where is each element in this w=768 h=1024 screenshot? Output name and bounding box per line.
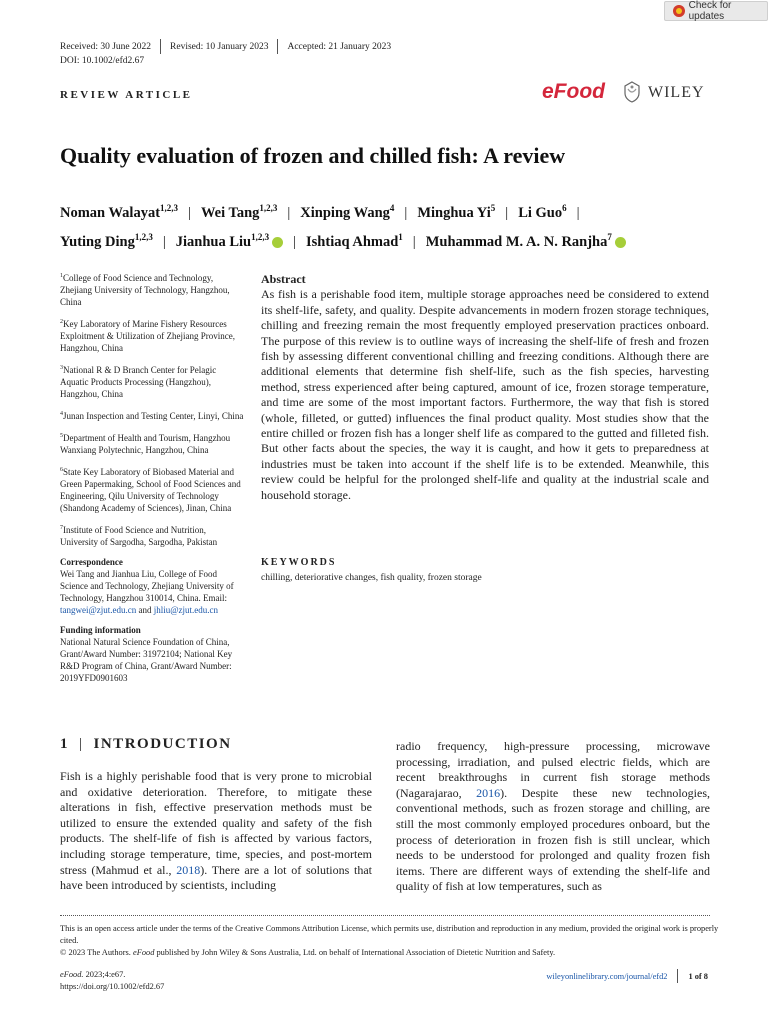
author-affiliation-sup: 7 xyxy=(607,231,612,242)
keywords-text: chilling, deteriorative changes, fish quality, frozen storage xyxy=(261,573,482,583)
author-name-text: Noman Walayat xyxy=(60,204,161,221)
citation-line xyxy=(60,969,164,981)
divider xyxy=(277,39,278,54)
author-name xyxy=(60,231,153,250)
crest-icon xyxy=(622,81,642,103)
intro-text: ). Despite these new technologies, conventional methods, such as frozen storage and chilling, are still the most commonly employed procedures onboard, but the process of deterioration in frozen fish is still unclear, which needs to be understood for prolonged and quality frozen fish items. There are different ways of extending the shelf-life and quality of fish at low temperatures, such as xyxy=(396,785,710,894)
author-affiliation-sup: 1,2,3 xyxy=(259,203,278,213)
author-name-text: Yuting Ding xyxy=(60,233,135,250)
author-name xyxy=(306,231,403,250)
affiliation-sup: 5 xyxy=(60,433,63,439)
author-name xyxy=(175,231,283,250)
revised-date: Revised: 10 January 2023 xyxy=(170,41,269,52)
intro-column-2 xyxy=(396,739,710,895)
check-for-updates-label: Check for updates xyxy=(688,0,732,22)
affiliation-sup: 4 xyxy=(60,411,63,417)
author-name xyxy=(201,205,277,221)
article-dates xyxy=(60,39,391,54)
author-name xyxy=(518,205,566,221)
author-affiliation-sup: 5 xyxy=(490,203,496,213)
author-name xyxy=(60,205,178,221)
page-number: 1 of 8 xyxy=(688,971,708,981)
efood-logo: eFood xyxy=(542,80,605,103)
copyright-journal: eFood xyxy=(132,947,155,957)
affiliation-sup: 6 xyxy=(60,467,63,473)
intro-column-1 xyxy=(60,769,372,894)
author-name xyxy=(417,205,495,221)
section-title: INTRODUCTION xyxy=(93,736,232,752)
author-name xyxy=(425,231,626,250)
author-row xyxy=(60,225,720,254)
correspondence-heading: Correspondence xyxy=(60,557,123,567)
orcid-icon[interactable] xyxy=(615,237,626,248)
copyright-line xyxy=(60,947,720,959)
affiliation-list xyxy=(60,270,245,548)
affiliation-text: College of Food Science and Technology, Zhejiang University of Technology, Hangzhou, China xyxy=(60,273,230,307)
check-for-updates-button[interactable] xyxy=(664,1,768,21)
author-name-text: Minghua Yi xyxy=(417,204,491,221)
affiliation-item xyxy=(60,522,245,548)
author-affiliation-sup: 6 xyxy=(562,203,567,213)
section-number: 1 xyxy=(60,736,69,752)
author-name-text: Xinping Wang xyxy=(300,204,390,221)
affiliations-column xyxy=(60,270,245,692)
license-line: This is an open access article under the terms of the Creative Commons Attribution License, which permits use, distribution and reproduction in any medium, provided the original work is properly cited. xyxy=(60,924,719,945)
article-type: REVIEW ARTICLE xyxy=(60,89,193,101)
affiliation-item xyxy=(60,316,245,354)
affiliation-item xyxy=(60,408,245,422)
affiliation-item xyxy=(60,270,245,308)
affiliation-text: Institute of Food Science and Nutrition, University of Sargodha, Sargodha, Pakistan xyxy=(60,525,218,547)
author-divider: | xyxy=(576,204,580,221)
author-affiliation-sup: 1 xyxy=(398,231,403,242)
affiliation-text: Department of Health and Tourism, Hangzhou Wanxiang Polytechnic, Hangzhou, China xyxy=(60,433,231,455)
author-affiliation-sup: 1,2,3 xyxy=(134,231,153,242)
affiliation-item xyxy=(60,430,245,456)
heading-divider: | xyxy=(79,736,84,752)
divider xyxy=(160,39,161,54)
orcid-icon[interactable] xyxy=(272,237,283,248)
reference-link-nagarajarao[interactable]: 2016 xyxy=(476,785,501,800)
copyright-text: © 2023 The Authors. xyxy=(60,947,133,957)
abstract-heading: Abstract xyxy=(261,272,306,286)
author-affiliation-sup: 4 xyxy=(389,203,395,213)
author-name-text: Ishtiaq Ahmad xyxy=(306,233,399,250)
affiliation-text: National R & D Branch Center for Pelagic Aquatic Products Processing (Hangzhou), Hangzhou, China xyxy=(60,365,217,399)
copyright-text: published by John Wiley & Sons Australia, Ltd. on behalf of International Association of Dietetic Nutrition and Safety. xyxy=(154,947,556,957)
divider xyxy=(677,969,678,983)
author-name-text: Jianhua Liu xyxy=(175,233,252,250)
affiliation-sup: 7 xyxy=(60,525,63,531)
introduction-heading xyxy=(60,736,232,753)
correspondence-body: Wei Tang and Jianhua Liu, College of Food Science and Technology, Zhejiang University of Technology, Hangzhou 310014, China. xyxy=(60,569,234,603)
affiliation-item xyxy=(60,362,245,400)
author-divider: | xyxy=(162,233,166,250)
author-name-text: Wei Tang xyxy=(200,204,260,221)
license-notice xyxy=(60,923,720,958)
received-date: Received: 30 June 2022 xyxy=(60,41,152,52)
email-and: and xyxy=(138,605,152,615)
correspondence-text xyxy=(60,568,245,616)
affiliation-text: Junan Inspection and Testing Center, Linyi, China xyxy=(63,411,244,421)
email-label: Email: xyxy=(203,593,228,603)
intro-text: radio frequency, high-pressure processing, microwave processing, irradiation, and pulsed electric fields, which are recent breakthroughs in current fish storage methods (Nagarajarao, xyxy=(396,739,710,800)
crossmark-icon xyxy=(673,5,685,17)
journal-url-link[interactable]: wileyonlinelibrary.com/journal/efd2 xyxy=(546,971,668,981)
affiliation-text: Key Laboratory of Marine Fishery Resources Exploitment & Utilization of Zhejiang Province, Hangzhou, China xyxy=(60,319,235,353)
keywords-heading: KEYWORDS xyxy=(261,557,337,568)
funding-text: National Natural Science Foundation of China, Grant/Award Number: 31972104; National Key R&D Program of China, Grant/Award Number: 2019YFD0901603 xyxy=(60,637,233,683)
abstract-text: As fish is a perishable food item, multiple storage approaches need be considered to extend its shelf-life, safety, and quality. Despite advancements in modern frozen storage techniques, chilling and freezing remain the most frequently employed preservation practices onboard. The purpose of this review is to outline ways of increasing the shelf-life of fresh and frozen fish by assessing different conventional chilling and freezing conditions. Although there are additional elements that determine fish shelf-life, such as the fish species, harvesting method, stress experienced after being captured, amount of ice, frozen storage temperature, and time are some of the most important factors. Furthermore, the way that fish is stored (whole, filleted, or gutted) influences the final product quality. Most studies show that the entire chilled or frozen fish has a longer shelf life as compared to the gutted and filleted fish. But other facts about the species, the way it is caught, and how it gets to preparedness at industries must be taken into account if the shelf life is to be extended. Meanwhile, this review could be helpful for the prolonged shelf-life and quality at the industrial scale and household storage. xyxy=(261,287,709,502)
author-name-text: Li Guo xyxy=(518,204,563,221)
email-link-tangwei[interactable]: tangwei@zjut.edu.cn xyxy=(60,605,137,615)
author-row xyxy=(60,196,720,225)
author-name-text: Muhammad M. A. N. Ranjha xyxy=(425,233,608,250)
author-divider: | xyxy=(293,233,297,250)
author-list xyxy=(60,196,720,254)
author-divider: | xyxy=(404,204,408,221)
author-affiliation-sup: 1,2,3 xyxy=(160,203,179,213)
author-affiliation-sup: 1,2,3 xyxy=(251,231,270,242)
affiliation-sup: 1 xyxy=(60,273,63,279)
author-divider: | xyxy=(505,204,509,221)
accepted-date: Accepted: 21 January 2023 xyxy=(287,41,392,52)
article-title: Quality evaluation of frozen and chilled fish: A review xyxy=(60,143,566,168)
citation-text: 2023;4:e67. xyxy=(83,970,126,979)
intro-text: Fish is a highly perishable food that is very prone to microbial and oxidative deterioration. Therefore, to mitigate these alterations in fish, effective preservation methods must be utilized to ensure the extended quality and safety of the fish products. The shelf-life of fish is affected by various factors, including storage temperature, time, species, and post-mortem stress (Mahmud et al., xyxy=(60,769,372,877)
email-link-jhliu[interactable]: jhliu@zjut.edu.cn xyxy=(153,605,219,615)
footer-citation xyxy=(60,969,164,993)
article-doi: DOI: 10.1002/efd2.67 xyxy=(60,56,145,66)
footnote-divider xyxy=(60,915,710,916)
author-divider: | xyxy=(412,233,416,250)
intro-text: ). There are a lot of solutions that have been introduced by scientists, including xyxy=(60,862,373,893)
author-divider: | xyxy=(188,204,191,221)
affiliation-item xyxy=(60,464,245,514)
affiliation-text: State Key Laboratory of Biobased Material and Green Papermaking, School of Food Sciences and Engineering, Qilu University of Technology (Shandong Academy of Sciences), Jinan, China xyxy=(60,467,241,513)
funding-heading: Funding information xyxy=(60,625,141,635)
footer-doi-url: https://doi.org/10.1002/efd2.67 xyxy=(60,982,165,991)
abstract-section xyxy=(261,272,709,503)
author-name xyxy=(300,205,394,221)
affiliation-sup: 2 xyxy=(60,319,63,325)
affiliation-sup: 3 xyxy=(60,365,63,371)
footer-right xyxy=(546,969,708,983)
reference-link-mahmud[interactable]: 2018 xyxy=(176,862,201,877)
author-divider: | xyxy=(287,204,291,221)
citation-journal: eFood. xyxy=(60,970,84,979)
wiley-logo: WILEY xyxy=(648,84,705,101)
